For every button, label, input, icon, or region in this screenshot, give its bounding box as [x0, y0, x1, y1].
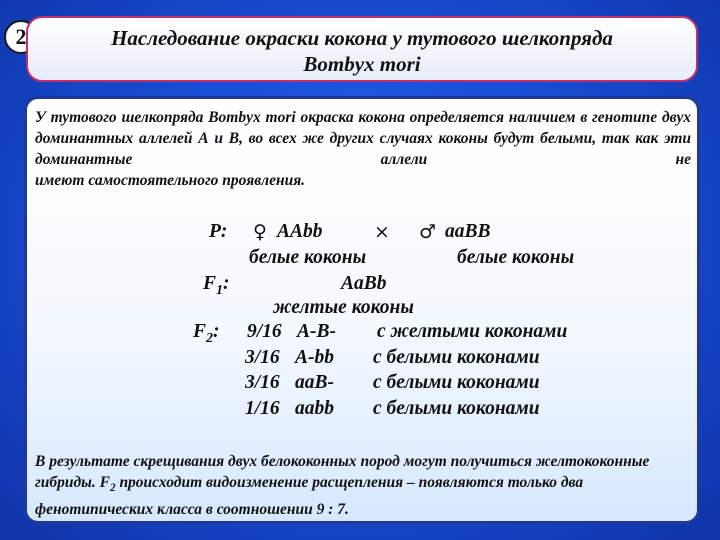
f1-label: $F_1$:: [203, 273, 230, 298]
f2-ratio: 3/16: [245, 372, 280, 393]
f2-phenotype: с белыми коконами: [373, 347, 540, 368]
f2-label: $F_2$:: [193, 321, 220, 346]
content-panel: [24, 96, 700, 524]
male-symbol: ♂: [419, 221, 437, 243]
title-line-2: Bombyx mori: [303, 52, 421, 76]
f1-genotype: AaBb: [341, 273, 387, 294]
f2-genotype: A-bb: [295, 347, 334, 368]
p-label: P:: [209, 221, 228, 242]
conclusion-paragraph: В результате скрещивания двух белококонных пород могут получиться желтококонные гибриды. $F_2$ происходит видоизменение расщепления – появляются только два фенотипических класса в соотношении 9 : 7.: [35, 453, 650, 519]
female-symbol: ♀: [253, 221, 267, 243]
male-genotype: aaBB: [445, 221, 491, 242]
intro-line-3: случаях коконы будут белыми, так как эти доминантные аллели не: [35, 130, 691, 168]
f2-genotype: aaB-: [295, 372, 334, 393]
female-genotype: AAbb: [277, 221, 323, 242]
f2-genotype: A-B-: [297, 321, 336, 342]
f2-phenotype: с белыми коконами: [373, 372, 540, 393]
intro-paragraph: [35, 107, 691, 191]
cross-symbol: ×: [374, 221, 390, 243]
male-phenotype: белые коконы: [457, 247, 575, 268]
f2-genotype: aabb: [295, 398, 334, 419]
f2-ratio: 9/16: [247, 321, 282, 342]
f2-phenotype: с желтыми коконами: [377, 321, 568, 342]
f2-ratio: 3/16: [245, 347, 280, 368]
f2-ratio: 1/16: [245, 398, 280, 419]
title-banner: [26, 16, 698, 82]
slide-number-badge: 2: [4, 20, 38, 54]
title-line-1: Наследование окраски кокона у тутового шелкопряда: [111, 26, 613, 50]
female-phenotype: белые коконы: [249, 247, 367, 268]
intro-line-1: У тутового шелкопряда Bombyx mori окраска кокона определяется: [35, 109, 504, 126]
intro-line-2: наличием в генотипе двух доминантных аллелей А и В, во всех же других: [35, 109, 691, 147]
f2-phenotype: с белыми коконами: [373, 398, 540, 419]
intro-line-4: имеют самостоятельного проявления.: [35, 172, 306, 189]
f1-phenotype: желтые коконы: [273, 297, 414, 318]
